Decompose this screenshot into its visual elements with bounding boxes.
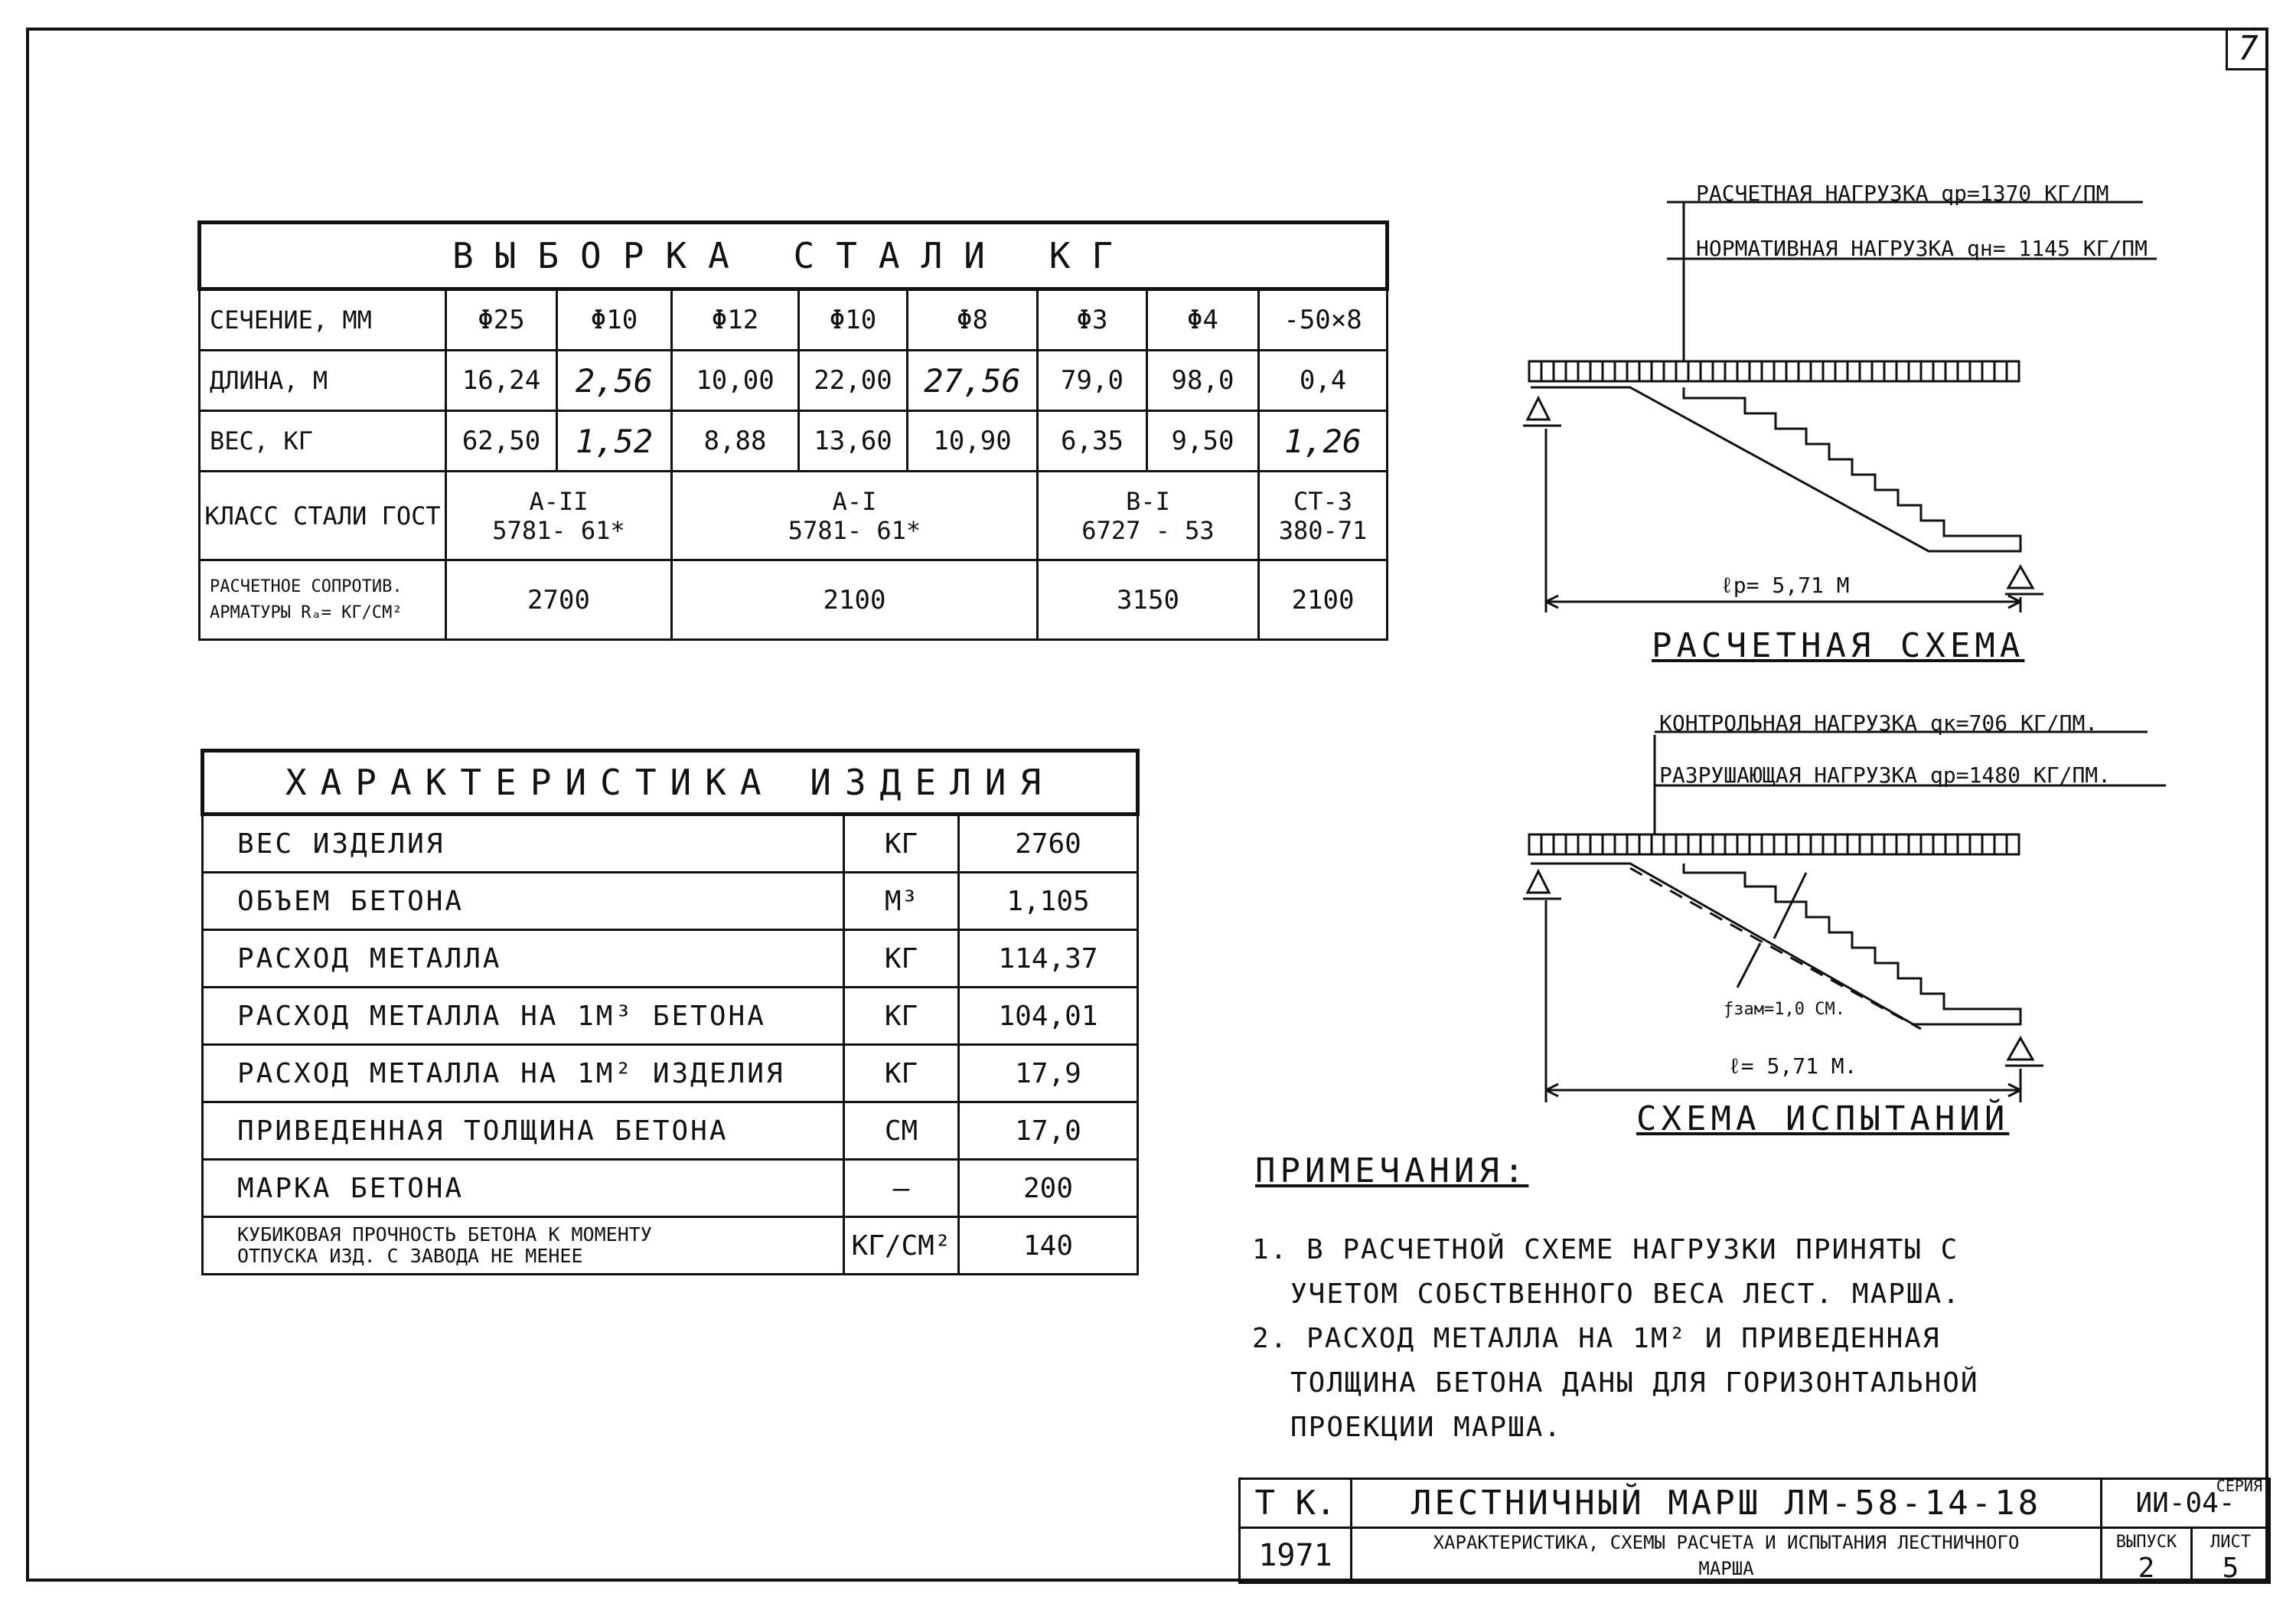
length-cell: 27,56 — [908, 351, 1038, 411]
note-line: ПРОЕКЦИИ МАРША. — [1290, 1412, 1563, 1443]
weight-cell: 1,26 — [1259, 411, 1388, 472]
weight-cell: 6,35 — [1038, 411, 1147, 472]
stamp-title: ЛЕСТНИЧНЫЙ МАРШ ЛМ-58-14-18 — [1352, 1479, 2102, 1528]
weight-cell: 1,52 — [557, 411, 672, 472]
steel-class-cell: А-II 5781- 61* — [446, 472, 672, 560]
steel-class-cell: СТ-3 380-71 — [1259, 472, 1388, 560]
section-cell: Φ8 — [908, 289, 1038, 351]
product-row-value: 17,9 — [959, 1045, 1138, 1102]
length-cell: 0,4 — [1259, 351, 1388, 411]
failure-load-label: РАЗРУШАЮЩАЯ НАГРУЗКА qр=1480 КГ/ПМ. — [1659, 762, 2112, 788]
note-line: УЧЕТОМ СОБСТВЕННОГО ВЕСА ЛЕСТ. МАРША. — [1290, 1278, 1961, 1310]
product-row-unit: — — [844, 1160, 959, 1217]
product-row-unit: КГ — [844, 1045, 959, 1102]
stamp-subtitle: ХАРАКТЕРИСТИКА, СХЕМЫ РАСЧЕТА И ИСПЫТАНИЯ ЛЕСТНИЧНОГО МАРША — [1352, 1528, 2102, 1583]
product-row-unit: КГ — [844, 815, 959, 873]
product-row-value: 17,0 — [959, 1102, 1138, 1160]
stamp-org: Т К. — [1240, 1479, 1352, 1528]
section-cell: Φ3 — [1038, 289, 1147, 351]
steel-table-title: ВЫБОРКА СТАЛИ КГ — [200, 223, 1388, 289]
note-line: 1. В РАСЧЕТНОЙ СХЕМЕ НАГРУЗКИ ПРИНЯТЫ С — [1252, 1234, 1959, 1265]
row-label-length: ДЛИНА, М — [200, 351, 446, 411]
row-label-steel-class: КЛАСС СТАЛИ ГОСТ — [200, 472, 446, 560]
title-block — [1238, 1477, 2271, 1584]
section-cell: Φ25 — [446, 289, 557, 351]
length-cell: 22,00 — [799, 351, 908, 411]
test-span-label: ℓ= 5,71 М. — [1728, 1053, 1857, 1079]
section-cell: Φ4 — [1147, 289, 1259, 351]
row-label-weight: ВЕС, КГ — [200, 411, 446, 472]
product-row-value: 140 — [959, 1217, 1138, 1275]
length-cell: 98,0 — [1147, 351, 1259, 411]
product-row-label: ОБЪЕМ БЕТОНА — [203, 873, 844, 930]
section-cell: Φ12 — [672, 289, 799, 351]
product-row-unit: М³ — [844, 873, 959, 930]
length-cell: 16,24 — [446, 351, 557, 411]
product-row-value: 200 — [959, 1160, 1138, 1217]
design-load-label: РАСЧЕТНАЯ НАГРУЗКА qр=1370 КГ/ПМ — [1696, 181, 2109, 206]
weight-cell: 62,50 — [446, 411, 557, 472]
stamp-issue: ВЫПУСК 2 — [2102, 1528, 2192, 1583]
row-label-section: СЕЧЕНИЕ, ММ — [200, 289, 446, 351]
product-row-label: КУБИКОВАЯ ПРОЧНОСТЬ БЕТОНА К МОМЕНТУ ОТПУСКА ИЗД. С ЗАВОДА НЕ МЕНЕЕ — [203, 1217, 844, 1275]
steel-class-cell: А-I 5781- 61* — [672, 472, 1038, 560]
calc-scheme-title: РАСЧЕТНАЯ СХЕМА — [1652, 626, 2025, 665]
sheet-number: 7 — [2226, 28, 2268, 70]
steel-class-cell: В-I 6727 - 53 — [1038, 472, 1259, 560]
product-row-label: РАСХОД МЕТАЛЛА — [203, 930, 844, 988]
length-cell: 2,56 — [557, 351, 672, 411]
product-row-label: ПРИВЕДЕННАЯ ТОЛЩИНА БЕТОНА — [203, 1102, 844, 1160]
resistance-cell: 2700 — [446, 560, 672, 640]
note-line: 2. РАСХОД МЕТАЛЛА НА 1М² И ПРИВЕДЕННАЯ — [1252, 1323, 1941, 1354]
product-row-unit: КГ — [844, 988, 959, 1045]
product-row-value: 2760 — [959, 815, 1138, 873]
product-row-value: 104,01 — [959, 988, 1138, 1045]
product-row-unit: КГ/СМ² — [844, 1217, 959, 1275]
resistance-cell: 3150 — [1038, 560, 1259, 640]
note-line: ТОЛЩИНА БЕТОНА ДАНЫ ДЛЯ ГОРИЗОНТАЛЬНОЙ — [1290, 1367, 1979, 1399]
product-table-title: ХАРАКТЕРИСТИКА ИЗДЕЛИЯ — [203, 751, 1138, 815]
weight-cell: 8,88 — [672, 411, 799, 472]
notes-heading: ПРИМЕЧАНИЯ: — [1255, 1151, 1529, 1190]
product-row-unit: СМ — [844, 1102, 959, 1160]
product-row-label: РАСХОД МЕТАЛЛА НА 1М² ИЗДЕЛИЯ — [203, 1045, 844, 1102]
section-cell: -50×8 — [1259, 289, 1388, 351]
product-row-unit: КГ — [844, 930, 959, 988]
weight-cell: 9,50 — [1147, 411, 1259, 472]
row-label-resistance: РАСЧЕТНОЕ СОПРОТИВ. АРМАТУРЫ Rₐ= КГ/СМ² — [200, 560, 446, 640]
product-row-value: 114,37 — [959, 930, 1138, 988]
resistance-cell: 2100 — [1259, 560, 1388, 640]
length-cell: 10,00 — [672, 351, 799, 411]
weight-cell: 10,90 — [908, 411, 1038, 472]
product-row-label: МАРКА БЕТОНА — [203, 1160, 844, 1217]
section-cell: Φ10 — [799, 289, 908, 351]
product-row-label: РАСХОД МЕТАЛЛА НА 1М³ БЕТОНА — [203, 988, 844, 1045]
calc-scheme-drawing — [1523, 202, 2157, 612]
stamp-sheet: ЛИСТ 5 — [2192, 1528, 2270, 1583]
product-row-label: ВЕС ИЗДЕЛИЯ — [203, 815, 844, 873]
test-scheme-title: СХЕМА ИСПЫТАНИЙ — [1636, 1099, 2010, 1138]
section-cell: Φ10 — [557, 289, 672, 351]
control-load-label: КОНТРОЛЬНАЯ НАГРУЗКА qк=706 КГ/ПМ. — [1659, 710, 2099, 736]
stamp-year: 1971 — [1240, 1528, 1352, 1583]
weight-cell: 13,60 — [799, 411, 908, 472]
resistance-cell: 2100 — [672, 560, 1038, 640]
calc-span-label: ℓр= 5,71 М — [1720, 573, 1850, 598]
length-cell: 79,0 — [1038, 351, 1147, 411]
product-row-value: 1,105 — [959, 873, 1138, 930]
normative-load-label: НОРМАТИВНАЯ НАГРУЗКА qн= 1145 КГ/ПМ — [1696, 236, 2148, 261]
deflection-label: ƒзам=1,0 СМ. — [1724, 1000, 1845, 1019]
stamp-series: СЕРИЯ ИИ-04- — [2102, 1479, 2270, 1528]
